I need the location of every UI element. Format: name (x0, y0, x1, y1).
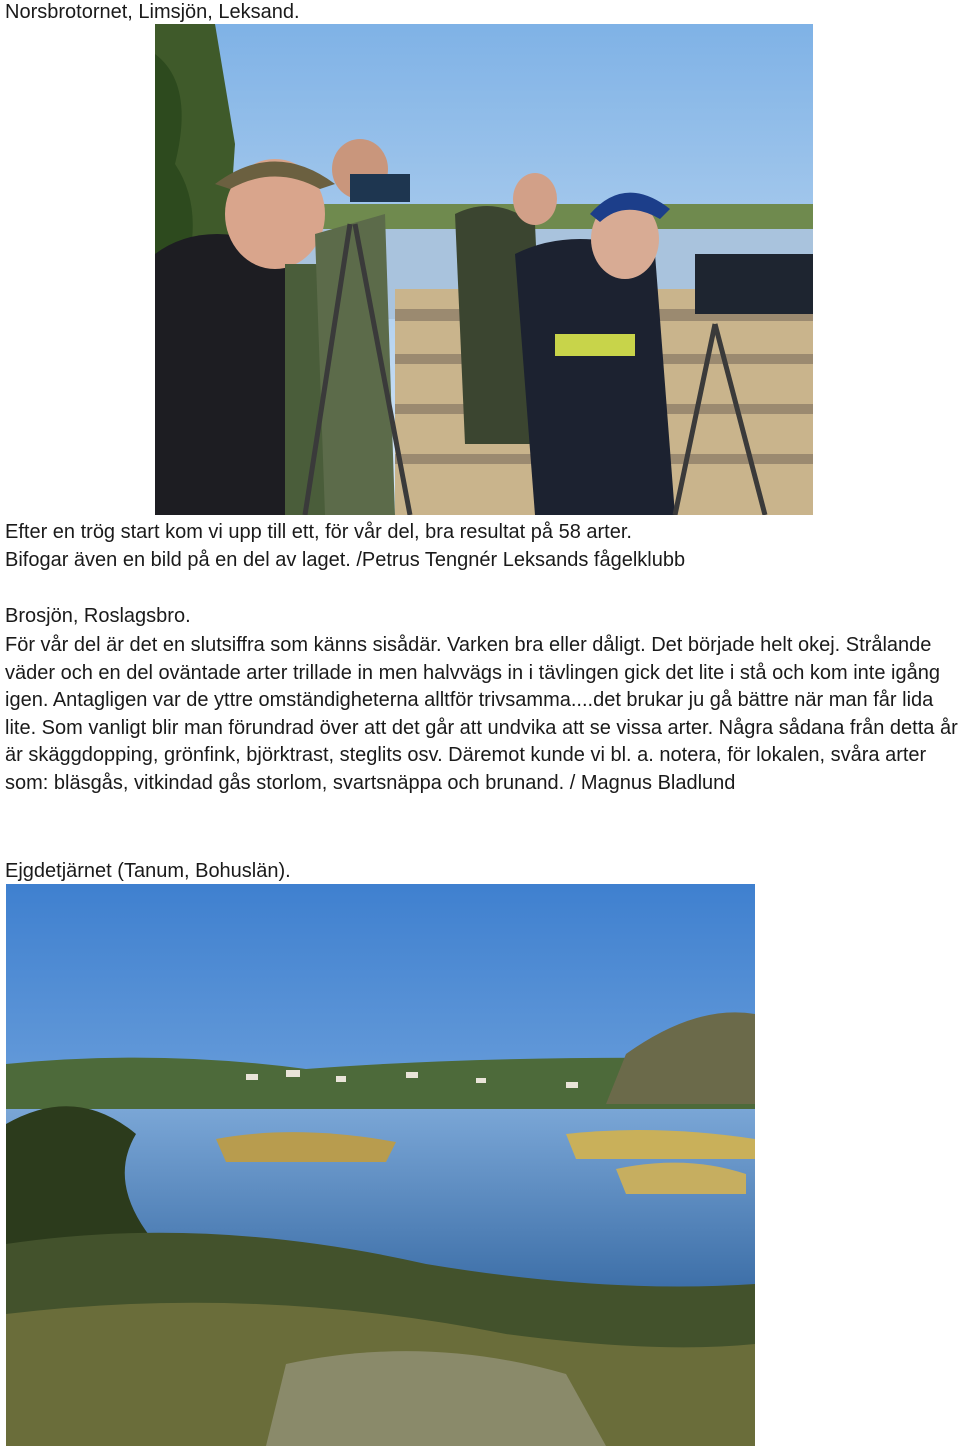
birdwatchers-photo (155, 24, 813, 515)
result-text-line-2: Bifogar även en bild på en del av laget. /Petrus Tengnér Leksands fågelklubb (5, 549, 686, 571)
brosjon-report-paragraph: För vår del är det en slutsiffra som känns sisådär. Varken bra eller dåligt. Det började helt okej. Strålande väder och en del oväntade arter trillade in men halvvägs in i tävlingen gick det lite i stå och kom inte igång igen. Antagligen var de yttre omständigheterna alltför trivsamma....det brukar ju gå bättre när man får lida lite. Som vanligt blir man förundrad över att det går att undvika att se vissa arter. Några sådana från detta år är skäggdopping, grönfink, björktrast, steglits osv. Däremot kunde vi bl. a. notera, för lokalen, svåra arter som: bläsgås, vitkindad gås storlom, svartsnäppa och brunand. / Magnus Bladlund (5, 634, 958, 794)
section-heading-norsbrotornet: Norsbrotornet, Limsjön, Leksand. (5, 1, 300, 23)
lake-landscape-photo (6, 884, 755, 1446)
result-text-line-1: Efter en trög start kom vi upp till ett, för vår del, bra resultat på 58 arter. (5, 521, 632, 543)
section-heading-ejgdetjarnet: Ejgdetjärnet (Tanum, Bohuslän). (5, 860, 291, 882)
section-heading-brosjon: Brosjön, Roslagsbro. (5, 605, 191, 627)
